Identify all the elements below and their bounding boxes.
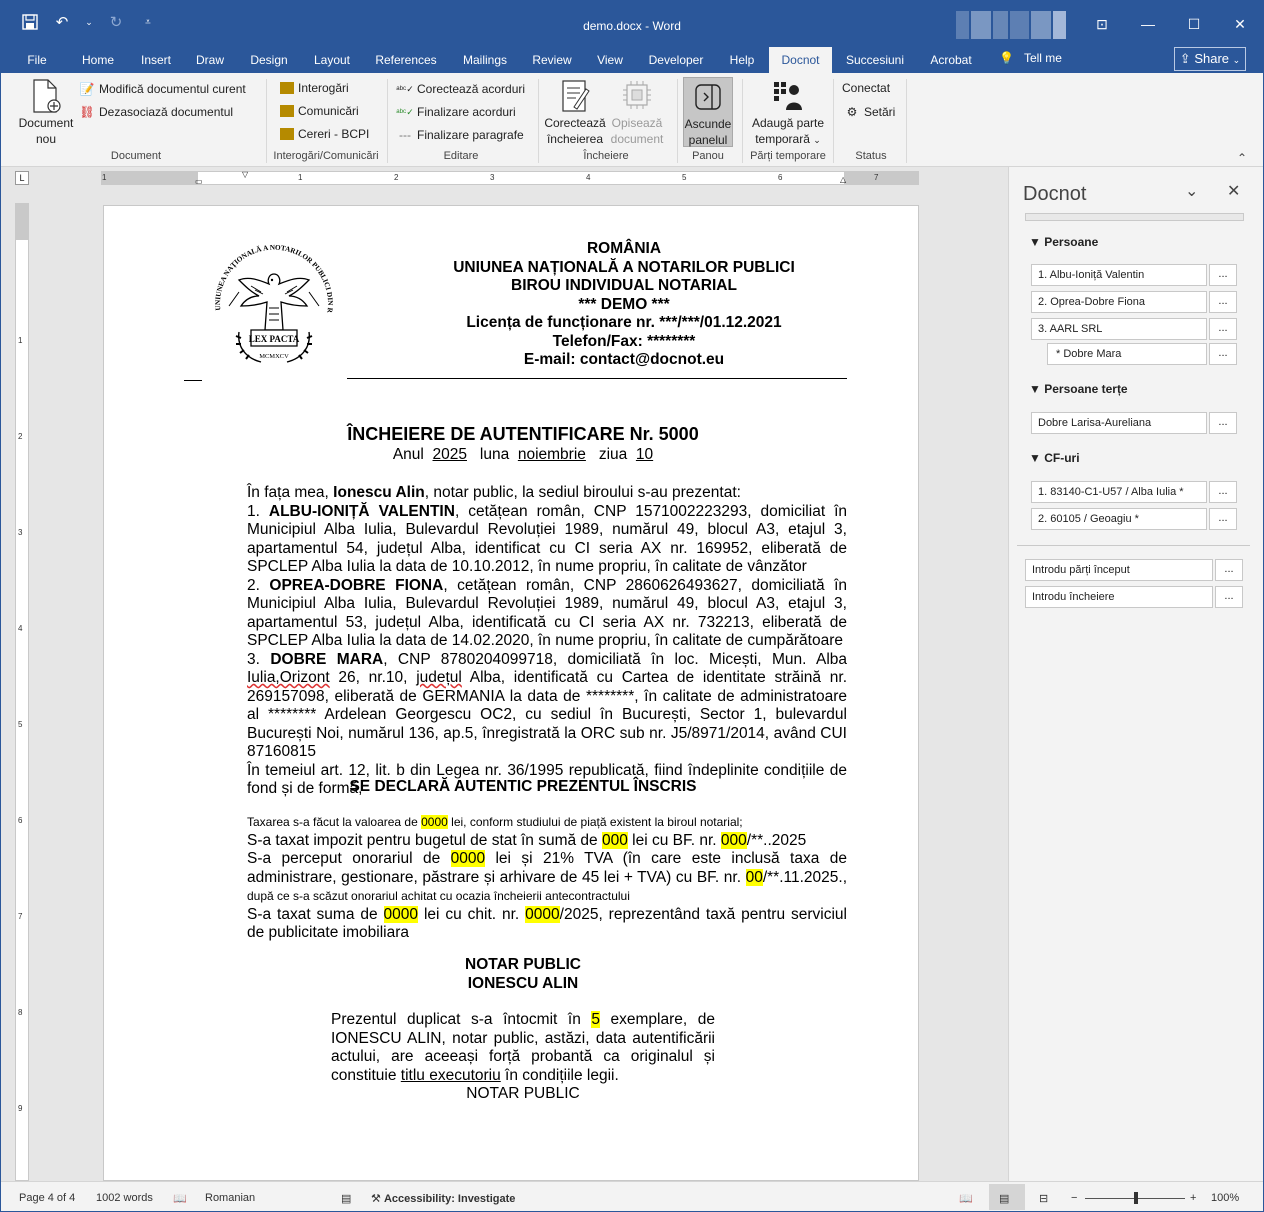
undo-icon[interactable]: ↶ bbox=[55, 14, 69, 31]
tab-file[interactable]: File bbox=[27, 53, 47, 67]
tab-succesiuni[interactable]: Succesiuni bbox=[845, 53, 905, 67]
introdu-parti-button[interactable]: ... bbox=[1215, 559, 1243, 581]
ribbon bbox=[1, 73, 1263, 167]
person-options-button[interactable]: ... bbox=[1209, 318, 1237, 340]
tab-insert[interactable]: Insert bbox=[140, 53, 171, 67]
document-title: ÎNCHEIERE DE AUTENTIFICARE Nr. 5000 bbox=[347, 424, 699, 444]
hide-panel-icon bbox=[691, 80, 725, 114]
print-layout-icon[interactable]: ▤ bbox=[999, 1193, 1010, 1205]
adauga-parte-temporara-button[interactable]: Adaugă parte temporară ⌄ bbox=[747, 79, 829, 148]
tab-home[interactable]: Home bbox=[81, 53, 114, 67]
zoom-in-icon[interactable]: + bbox=[1190, 1192, 1197, 1204]
people-grid-icon bbox=[771, 79, 805, 113]
corecteaza-acorduri-button[interactable]: ᵃᵇᶜ✓ Corectează acorduri bbox=[396, 82, 526, 96]
collapse-triangle-icon: ▼ bbox=[1029, 382, 1041, 396]
docnot-pane: Docnot ⌄ ✕ ▼ Persoane 1. Albu-Ioniță Valentin ... 2. Oprea-Dobre Fiona ... 3. AARL SRL ... * Dobre Mara ... ▼ Persoane terțe Dobre Larisa-Aureliana ... ▼ CF-uri 1. 83140-C1-U57 / Alba Iulia * ... 2. 60105 / Geoagiu * ... Introdu părți început ... Introdu încheiere ... bbox=[1008, 167, 1263, 1181]
lightbulb-icon: 💡 bbox=[999, 51, 1014, 65]
collapse-triangle-icon: ▼ bbox=[1029, 451, 1041, 465]
person-options-button[interactable]: ... bbox=[1209, 264, 1237, 286]
collapse-ribbon-icon[interactable]: ⌃ bbox=[1237, 151, 1248, 165]
group-separator bbox=[742, 79, 743, 163]
page-count[interactable]: Page 4 of 4 bbox=[19, 1192, 76, 1204]
redo-icon[interactable]: ↻ bbox=[109, 14, 123, 31]
intro-line: În fața mea, Ionescu Alin, notar public, la sediul biroului s-au prezentat: bbox=[247, 484, 741, 501]
finalizare-paragrafe-button[interactable]: --- Finalizare paragrafe bbox=[399, 128, 524, 142]
read-mode-icon[interactable]: 📖 bbox=[959, 1193, 973, 1205]
tab-mailings[interactable]: Mailings bbox=[462, 53, 507, 67]
chevron-down-icon: ⌄ bbox=[813, 135, 821, 145]
section-cf-uri[interactable]: ▼ CF-uri bbox=[1029, 451, 1080, 465]
tab-design[interactable]: Design bbox=[250, 53, 288, 67]
zoom-out-icon[interactable]: − bbox=[1071, 1192, 1078, 1204]
share-button[interactable]: ⇪ Share ⌄ bbox=[1174, 47, 1246, 71]
pane-close-icon[interactable]: ✕ bbox=[1227, 183, 1241, 200]
document-area bbox=[9, 167, 1007, 1181]
svg-text:UNIUNEA NAȚIONALĂ A NOTARILOR: UNIUNEA NAȚIONALĂ A NOTARILOR PUBLICI DIN R bbox=[213, 243, 335, 314]
proofing-icon[interactable]: 📖 bbox=[173, 1193, 187, 1205]
comunicari-button[interactable]: Comunicări bbox=[280, 104, 359, 118]
left-indent-marker[interactable]: ▭ bbox=[195, 177, 203, 186]
interogari-button[interactable]: Interogări bbox=[280, 81, 349, 95]
taxes-paragraph bbox=[199, 813, 847, 943]
document-page[interactable] bbox=[103, 205, 919, 1181]
status-bar bbox=[1, 1181, 1263, 1211]
duplicate-note: Prezentul duplicat s-a întocmit în 5 exemplare, de IONESCU ALIN, notar public, astăzi, data autentificării actului, are aceeași forță probantă ca originalul și constituie titlu executoriu în condițiile legii. bbox=[331, 1011, 715, 1084]
group-separator bbox=[538, 79, 539, 163]
pane-title: Docnot bbox=[1023, 183, 1087, 205]
party-3: 3. DOBRE MARA, CNP 8780204099718, domiciliată în loc. Micești, Mun. Alba Iulia,Orizont 26, nr.10, județul Alba, identificată cu Cartea de identitate străină nr. 269157098, eliberată de GERMANIA la data de ********, în calitate de administratoare al ******** Ardelean Georgescu OC2, cu sediul în București, Sector 1, bulevardul București Noi, numărul 136, ap.5, înregistrată la ORC sub nr. J5/8971/2014, având CUI 87160815 bbox=[247, 650, 847, 760]
window-title: demo.docx - Word bbox=[583, 19, 681, 33]
group-separator bbox=[387, 79, 388, 163]
declaration-heading: SE DECLARĂ AUTENTIC PREZENTUL ÎNSCRIS bbox=[349, 778, 697, 795]
web-layout-icon[interactable]: ⊟ bbox=[1039, 1193, 1049, 1205]
person-options-button[interactable]: ... bbox=[1209, 291, 1237, 313]
grid-icon bbox=[280, 128, 294, 140]
customize-qat-icon[interactable]: ⩡ bbox=[145, 16, 151, 28]
group-label-interogari: Interogări/Comunicări bbox=[273, 150, 379, 162]
zoom-level[interactable]: 100% bbox=[1211, 1192, 1240, 1204]
tab-references[interactable]: References bbox=[375, 53, 437, 67]
macro-icon[interactable]: ▤ bbox=[341, 1193, 352, 1205]
impozit-line: S-a taxat impozit pentru bugetul de stat în sumă de 000 lei cu BF. nr. 000/**..2025 bbox=[247, 831, 807, 849]
tab-selector[interactable]: L bbox=[15, 171, 29, 185]
share-icon: ⇪ bbox=[1179, 51, 1191, 66]
dissociate-document-button[interactable]: ⛓ Dezasociază documentul bbox=[79, 105, 234, 119]
grid-icon bbox=[280, 82, 294, 94]
opiseaza-document-button[interactable]: Opisează document bbox=[607, 79, 667, 147]
final-signature: NOTAR PUBLIC bbox=[466, 1085, 580, 1102]
taxat-line: S-a taxat suma de 0000 lei cu chit. nr. 0000/2025, reprezentând taxă pentru serviciul de publicitate imobiliara bbox=[247, 905, 847, 941]
language-status[interactable]: Romanian bbox=[205, 1192, 256, 1204]
right-indent-marker[interactable]: △ bbox=[840, 175, 847, 184]
group-separator bbox=[833, 79, 834, 163]
third-party-options-button[interactable]: ... bbox=[1209, 412, 1237, 434]
dashed-line-icon: --- bbox=[399, 128, 411, 142]
accessibility-status[interactable]: ⚒ Accessibility: Investigate bbox=[371, 1193, 516, 1205]
unlink-icon: ⛓ bbox=[79, 105, 95, 119]
header-divider bbox=[347, 378, 847, 379]
new-document-button[interactable]: Document nou bbox=[13, 79, 79, 147]
close-button[interactable]: ✕ bbox=[1234, 15, 1246, 32]
finalizare-acorduri-button[interactable]: ᵃᵇᶜ✓ Finalizare acorduri bbox=[396, 105, 516, 119]
svg-text:MCMXCV: MCMXCV bbox=[259, 353, 289, 360]
section-persoane[interactable]: ▼ Persoane bbox=[1029, 235, 1099, 249]
collapse-triangle-icon: ▼ bbox=[1029, 235, 1041, 249]
onorariu-line: S-a perceput onorariul de 0000 lei și 21% TVA (în care este inclusă taxa de administrare, gestionare, păstrare și arhivare de 45 lei + TVA) cu BF. nr. 00/**.11.2025., după ce s-a scăzut onorariul achitat cu ocazia încheierii antecontractului bbox=[247, 850, 847, 903]
minimize-button[interactable]: — bbox=[1141, 16, 1155, 32]
spellcheck-icon: ᵃᵇᶜ✓ bbox=[396, 83, 414, 94]
document-edit-icon bbox=[558, 79, 592, 113]
title-bar bbox=[1, 1, 1263, 47]
person-options-button[interactable]: ... bbox=[1209, 343, 1237, 365]
signature-block: NOTAR PUBLIC IONESCU ALIN bbox=[465, 956, 581, 992]
parties-paragraph bbox=[199, 484, 847, 799]
ribbon-tabs bbox=[1, 47, 1263, 73]
corecteaza-incheierea-button[interactable]: Corectează încheierea bbox=[543, 79, 607, 147]
pane-options-chevron-icon[interactable]: ⌄ bbox=[1185, 183, 1199, 200]
grid-icon bbox=[280, 105, 294, 117]
pane-divider bbox=[1017, 545, 1250, 546]
ribbon-display-options-icon[interactable]: ⊡ bbox=[1096, 15, 1108, 32]
zoom-slider-thumb[interactable] bbox=[1134, 1192, 1138, 1204]
notary-union-logo bbox=[199, 234, 349, 384]
temei-line: În temeiul art. 12, lit. b din Legea nr. 36/1995 republicată, fiind îndeplinite condițiile de fond și de formă, bbox=[247, 761, 847, 797]
document-header: ROMÂNIA UNIUNEA NAȚIONALĂ A NOTARILOR PUBLICI BIROU INDIVIDUAL NOTARIAL *** DEMO *** Licența de funcționare nr. ***/***/01.12.2021 Telefon/Fax: ******** E-mail: contact@docnot.eu bbox=[453, 240, 795, 368]
header-divider-short bbox=[184, 380, 202, 381]
horizontal-ruler[interactable]: 1 1 2 3 4 5 6 7 ▭ ▽ △ bbox=[101, 171, 919, 185]
group-separator bbox=[677, 79, 678, 163]
group-label-incheiere: Încheiere bbox=[583, 150, 629, 162]
party-1: 1. ALBU-IONIȚĂ VALENTIN, cetățean român, CNP 1571002223293, domiciliat în Municipiul Alba Iulia, Bulevardul Revoluției 1989, numărul 49, blocul A3, etajul 3, apartamentul 54, județul Alba, identificat cu CI seria AX nr. 169952, eliberată de SPCLEP Alba Iulia la data de 10.10.2012, în nume propriu, în calitate de vânzător bbox=[247, 502, 848, 575]
cereri-bcpi-button[interactable]: Cereri - BCPI bbox=[280, 127, 369, 141]
edit-document-icon: 📝 bbox=[79, 82, 95, 96]
tab-help[interactable]: Help bbox=[729, 53, 755, 67]
party-2: 2. OPREA-DOBRE FIONA, cetățean român, CNP 2860626493627, domiciliată în Municipiul Alba Iulia, Bulevardul Revoluției 1989, numărul 49, blocul A3, etajul 3, apartamentul 53, județul Alba, identificată cu CI seria AX nr. 732213, eliberată de SPCLEP Alba Iulia la data de 14.02.2020, în nume propriu, în calitate de cumpărătoare bbox=[247, 576, 848, 649]
group-label-parti: Părți temporare bbox=[750, 150, 826, 162]
section-persoane-terte[interactable]: ▼ Persoane terțe bbox=[1029, 382, 1128, 396]
spellcheck-green-icon: ᵃᵇᶜ✓ bbox=[396, 106, 414, 117]
modify-document-button[interactable]: 📝 Modifică documentul curent bbox=[79, 82, 246, 96]
tell-me-search[interactable]: 💡 Tell me bbox=[999, 51, 1062, 65]
cf-options-button[interactable]: ... bbox=[1209, 481, 1237, 503]
group-separator bbox=[906, 79, 907, 163]
setari-button[interactable]: ⚙ Setări bbox=[844, 104, 895, 120]
tab-developer[interactable]: Developer bbox=[648, 53, 704, 67]
new-document-icon bbox=[29, 79, 63, 113]
maximize-button[interactable]: ☐ bbox=[1187, 15, 1201, 32]
document-date-line: Anul 2025 luna noiembrie ziua 10 bbox=[392, 446, 654, 463]
cf-options-button[interactable]: ... bbox=[1209, 508, 1237, 530]
tab-layout[interactable]: Layout bbox=[313, 53, 351, 67]
group-label-editare: Editare bbox=[443, 150, 479, 162]
vertical-ruler[interactable]: 1 2 3 4 5 6 7 8 9 bbox=[15, 203, 29, 1181]
conectat-status: Conectat bbox=[842, 81, 891, 95]
svg-text:LEX PACTA: LEX PACTA bbox=[248, 334, 300, 344]
taxare-line: Taxarea s-a făcut la valoarea de 0000 lei, conform studiului de piață existent la biroul notarial; bbox=[247, 815, 743, 829]
tab-docnot[interactable]: Docnot bbox=[769, 47, 832, 73]
tab-draw[interactable]: Draw bbox=[195, 53, 224, 67]
ascunde-panelul-button[interactable]: Ascunde panelul bbox=[683, 77, 733, 147]
word-count[interactable]: 1002 words bbox=[96, 1192, 153, 1204]
chevron-down-icon: ⌄ bbox=[1232, 55, 1241, 65]
chip-document-icon bbox=[620, 79, 654, 113]
first-line-indent-marker[interactable]: ▽ bbox=[242, 170, 249, 179]
accessibility-icon: ⚒ bbox=[371, 1193, 381, 1205]
group-label-document: Document bbox=[110, 150, 162, 162]
group-label-panou: Panou bbox=[692, 150, 724, 162]
tab-review[interactable]: Review bbox=[532, 53, 572, 67]
gear-icon: ⚙ bbox=[846, 105, 858, 119]
tab-view[interactable]: View bbox=[597, 53, 623, 67]
account-avatar[interactable] bbox=[956, 11, 1066, 39]
pane-progress-bar bbox=[1025, 213, 1244, 221]
tab-acrobat[interactable]: Acrobat bbox=[930, 53, 972, 67]
introdu-incheiere-button[interactable]: ... bbox=[1215, 586, 1243, 608]
group-label-status: Status bbox=[855, 150, 887, 162]
undo-dropdown-icon[interactable]: ⌄ bbox=[85, 16, 93, 27]
